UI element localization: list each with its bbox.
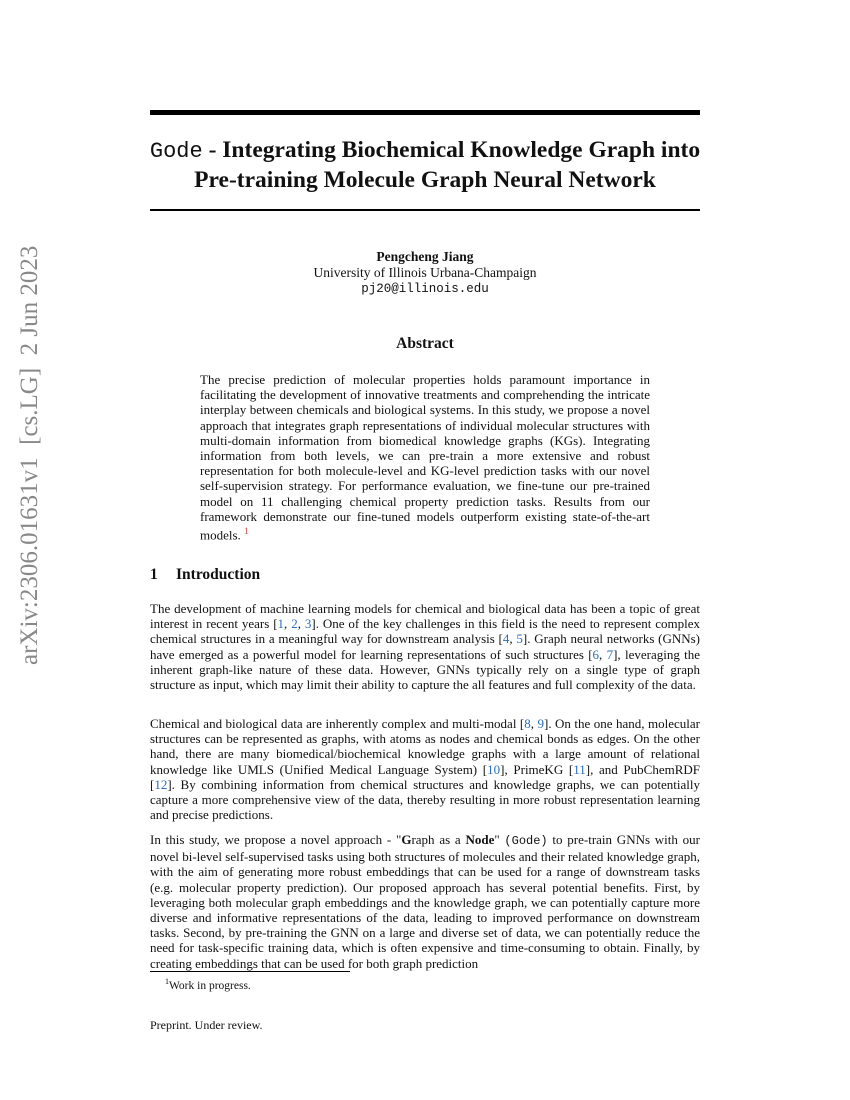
citation-link[interactable]: 11 [573, 761, 586, 777]
citation-link[interactable]: 5 [516, 631, 523, 647]
citation-link[interactable]: 8 [524, 716, 531, 731]
title-top-rule [150, 110, 700, 115]
text-run: to pre-train GNNs with our novel bi-level self-supervised tasks using both structures of molecules and their related knowledge graph, with the aim of generating more robust embeddings that can be used for a range of downstream tasks (e.g. molecular property prediction). Our proposed approach has several potential benefits. First, by leveraging both molecular graph embeddings and the knowledge graph, we can potentially capture more diverse and informative representations of the data, leading to improved performance on downstream tasks. Second, by pre-training the GNN on a large and diverse set of data, we can potentially reduce the need for task-specific training data, which is often expensive and time-consuming to obtain. Finally, by creating embeddings that can be used for both graph prediction [150, 832, 700, 971]
text-run: , [530, 716, 538, 731]
citation-link[interactable]: 2 [291, 616, 298, 632]
citation-link[interactable]: 9 [537, 716, 544, 731]
section-title: Introduction [176, 566, 261, 583]
text-run: , [599, 646, 607, 662]
section-heading [150, 566, 260, 584]
text-run: raph as a [411, 832, 466, 847]
system-name-inline: (Gode) [504, 834, 548, 848]
abstract-heading: Abstract [396, 335, 454, 352]
text-run: , [297, 616, 305, 632]
intro-paragraph-3 [150, 832, 700, 971]
abstract-footnote-link[interactable]: 1 [244, 526, 249, 537]
footnote [165, 977, 251, 992]
preprint-notice: Preprint. Under review. [150, 1018, 263, 1032]
text-run: ]. Graph neural networks (GNNs) have emerged as a powerful model for learning representations of such structures [ [150, 631, 701, 662]
text-run: " [494, 832, 505, 847]
text-run: ], and PubChemRDF [ [150, 761, 701, 792]
paper-title [120, 136, 730, 194]
emphasis-letter: N [465, 832, 475, 847]
text-run: Chemical and biological data are inherently complex and multi-modal [ [150, 716, 525, 731]
author-name: Pengcheng Jiang [376, 249, 474, 264]
text-run: ], PrimeKG [ [500, 761, 574, 777]
text-run: ]. On the one hand, molecular structures can be represented as graphs, with atoms as nodes and chemical bonds as edges. On the other hand, there are many biomedical/biochemical knowledge graphs with a large amount of relational knowledge like UMLS (Unified Medical Language System) [ [150, 716, 700, 777]
emphasis-letter: G [401, 832, 412, 847]
abstract-text [200, 372, 650, 543]
text-run: ]. One of the key challenges in this field is the need to represent complex chemical structures in a meaningful way for downstream analysis [ [150, 616, 701, 647]
abstract-body: The precise prediction of molecular properties holds paramount importance in facilitating the development of innovative treatments and comprehending the intricate interplay between chemicals and biological systems. In this study, we propose a novel approach that integrates graph representations of individual molecular structures with multi-domain information from biomedical knowledge graphs (KGs). Integrating information from both levels, we can pre-train a more extensive and robust representation for both molecule-level and KG-level prediction tasks with our novel self-supervision strategy. For performance evaluation, we fine-tune our pre-trained model on 11 challenging chemical property prediction tasks. Results from our framework demonstrate our fine-tuned models outperform existing state-of-the-art models. [200, 372, 650, 543]
citation-link[interactable]: 4 [502, 631, 510, 647]
footnote-text: Work in progress. [169, 979, 251, 992]
text-run: The development of machine learning models for chemical and biological data has been a topic of great interest in recent years [ [150, 601, 700, 632]
citation-link[interactable]: 1 [277, 616, 285, 632]
title-line2: Pre-training Molecule Graph Neural Network [194, 167, 656, 193]
text-run: ], leveraging the inherent graph-like nature of these data. However, GNNs typically rely on a single type of graph structure as input, which may limit their ability to capture the all features and full complexity of the data. [150, 646, 700, 693]
title-bottom-rule [150, 209, 700, 211]
intro-paragraph-2 [150, 716, 700, 822]
citation-link[interactable]: 6 [592, 646, 600, 662]
intro-paragraph-1 [150, 601, 700, 692]
citation-link[interactable]: 10 [487, 761, 501, 777]
text-run: , [284, 616, 292, 632]
citation-link[interactable]: 12 [154, 776, 168, 792]
title-line1: - Integrating Biochemical Knowledge Graph into [202, 137, 701, 163]
text-run: In this study, we propose a novel approach - " [150, 832, 402, 847]
arxiv-sidebar-id: arXiv:2306.01631v1 [cs.LG] 2 Jun 2023 [16, 245, 43, 665]
author-email[interactable]: pj20@illinois.edu [361, 282, 489, 296]
author-block [250, 249, 600, 297]
title-system-name: Gode [149, 139, 203, 164]
text-run: ]. By combining information from chemical structures and knowledge graphs, we can potentially capture a more comprehensive view of the data, thereby resulting in more robust representation learning and precise predictions. [150, 776, 700, 823]
author-affiliation: University of Illinois Urbana-Champaign [313, 265, 537, 280]
section-number: 1 [150, 566, 158, 583]
footnote-mark: 1 [165, 977, 169, 986]
footnote-rule [150, 971, 350, 972]
text-run: , [509, 631, 517, 647]
citation-link[interactable]: 7 [606, 646, 614, 662]
emphasis-word: ode [474, 832, 495, 847]
citation-link[interactable]: 3 [304, 616, 312, 632]
